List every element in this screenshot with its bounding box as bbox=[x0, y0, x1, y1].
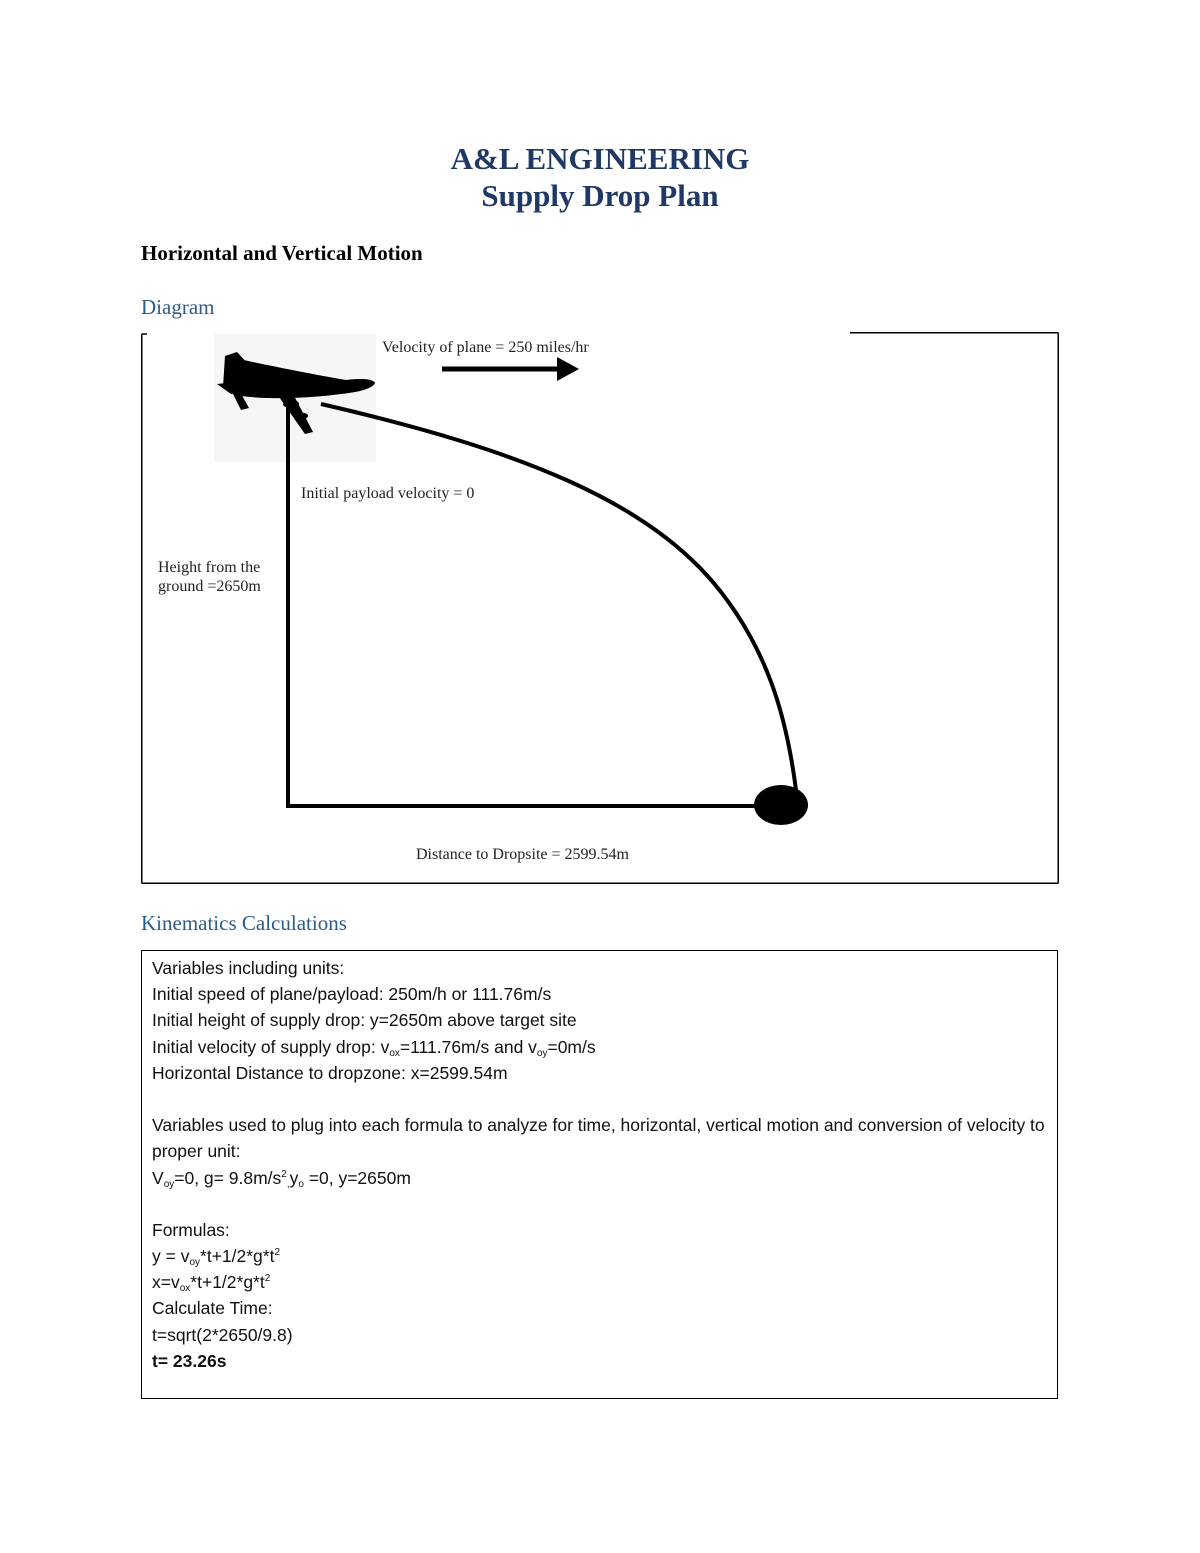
horizontal-distance-line: Horizontal Distance to dropzone: x=2599.54m bbox=[152, 1062, 508, 1083]
velocity-arrow-icon bbox=[442, 357, 579, 381]
variables-title: Variables including units: bbox=[152, 958, 345, 978]
initial-speed-line: Initial speed of plane/payload: 250m/h or 111.76m/s bbox=[152, 984, 552, 1005]
plug-intro-text: Variables used to plug into each formula to analyze for time, horizontal, vertical motion and conversion of velocity to proper unit: bbox=[152, 1115, 1045, 1162]
initial-velocity-line: Initial velocity of supply drop: $v_{ox}=111.76m/s$ and $v_{oy}=0m/s$ bbox=[152, 1036, 596, 1059]
calculate-time-title: Calculate Time: bbox=[152, 1298, 273, 1319]
diagram-heading: Diagram bbox=[141, 295, 215, 319]
page-title: Supply Drop Plan bbox=[481, 178, 719, 213]
kinematics-heading: Kinematics Calculations bbox=[141, 911, 347, 935]
section-subheading: Horizontal and Vertical Motion bbox=[141, 241, 423, 265]
distance-label: Distance to Dropsite = 2599.54m bbox=[416, 846, 629, 863]
height-label-line1: Height from the bbox=[158, 559, 261, 576]
company-name: A&L ENGINEERING bbox=[450, 141, 750, 176]
formula-y: $y = v_{oy}*t+1/2*g*t^2$ bbox=[152, 1246, 281, 1269]
initial-velocity-label: Initial payload velocity = 0 bbox=[301, 485, 475, 502]
plug-values-line: $V_{oy}=0$, $g= 9.8m/s^2_,y_o =0$, y=2650m bbox=[152, 1167, 411, 1190]
time-result: t= 23.26s bbox=[152, 1350, 227, 1371]
diagram-figure bbox=[141, 332, 1059, 884]
formula-x: $x=v_{ox}*t+1/2*g*t^2$ bbox=[152, 1272, 271, 1295]
trajectory-curve bbox=[321, 404, 796, 790]
formulas-title: Formulas: bbox=[152, 1219, 230, 1240]
initial-height-line: Initial height of supply drop: y=2650m above target site bbox=[152, 1010, 577, 1031]
time-formula: t=sqrt(2*2650/9.8) bbox=[152, 1324, 293, 1345]
dropsite-marker bbox=[754, 785, 808, 825]
document-title-block bbox=[0, 140, 1200, 214]
velocity-label: Velocity of plane = 250 miles/hr bbox=[382, 339, 589, 356]
height-label-line2: ground =2650m bbox=[158, 578, 261, 595]
kinematics-calculations-box bbox=[141, 950, 1058, 1399]
